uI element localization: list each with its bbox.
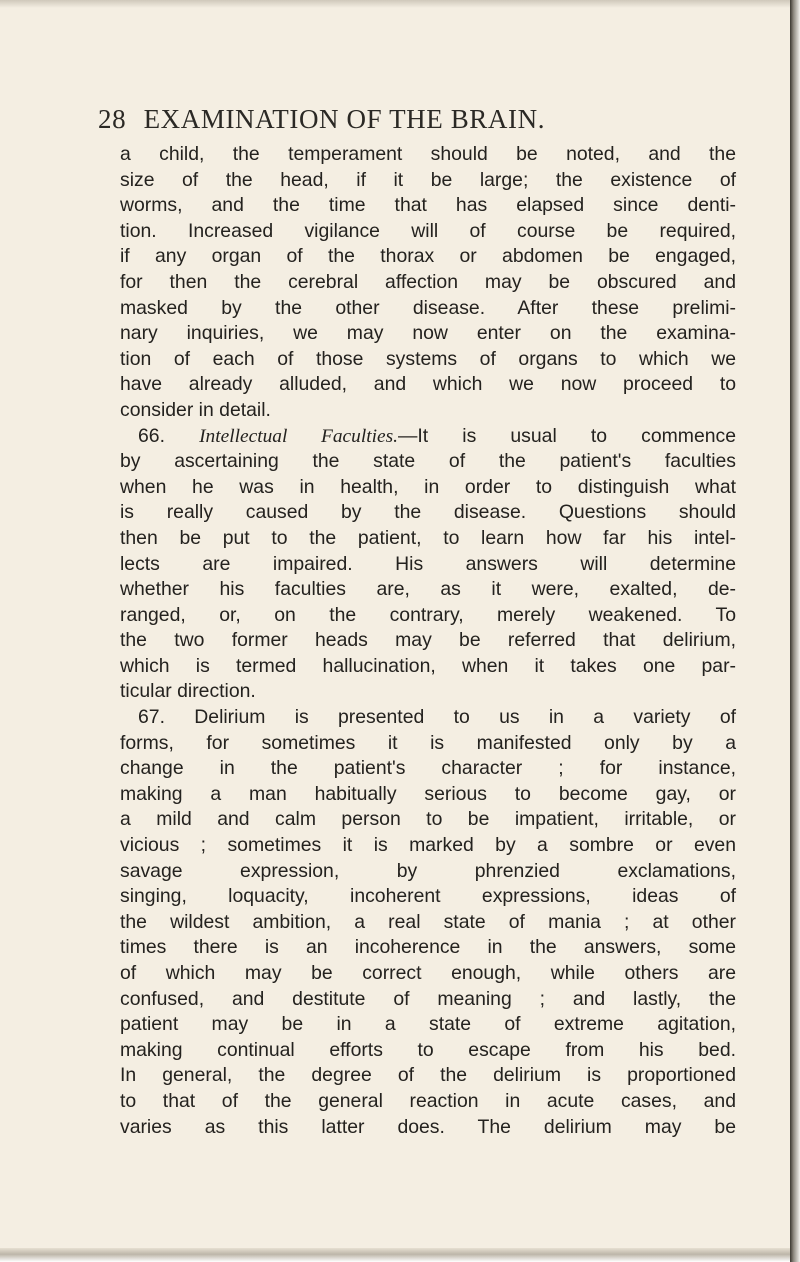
- text-line: the two former heads may be referred that delirium,: [120, 629, 736, 652]
- text-line: making a man habitually serious to become gay, or: [120, 782, 736, 805]
- body-text: [120, 142, 736, 1140]
- text-line: vicious ; sometimes it is marked by a sombre or even: [120, 834, 736, 857]
- text-line: the wildest ambition, a real state of mania ; at other: [120, 910, 736, 933]
- text-line: when he was in health, in order to distinguish what: [120, 475, 736, 498]
- section-first-line-text: —It is usual to commence: [397, 424, 736, 447]
- text-line: lects are impaired. His answers will determine: [120, 552, 736, 575]
- text-line: if any organ of the thorax or abdomen be engaged,: [120, 245, 736, 268]
- text-line: patient may be in a state of extreme agitation,: [120, 1013, 736, 1036]
- text-line: savage expression, by phrenzied exclamations,: [120, 859, 736, 882]
- text-line: worms, and the time that has elapsed since denti-: [120, 194, 736, 217]
- section-heading-line: [120, 424, 736, 450]
- text-line: have already alluded, and which we now proceed to: [120, 373, 736, 396]
- text-line: by ascertaining the state of the patient's faculties: [120, 450, 736, 473]
- text-line: singing, loquacity, incoherent expressions, ideas of: [120, 885, 736, 908]
- page-bottom-edge: [0, 1248, 790, 1262]
- text-line: In general, the degree of the delirium is proportioned: [120, 1064, 736, 1087]
- text-line: of which may be correct enough, while others are: [120, 962, 736, 984]
- running-head: [98, 104, 738, 144]
- text-line: tion. Increased vigilance will of course be required,: [120, 219, 736, 242]
- running-title: EXAMINATION OF THE BRAIN.: [143, 104, 546, 134]
- text-line: confused, and destitute of meaning ; and lastly, the: [120, 987, 736, 1010]
- section-number: 66.: [138, 424, 165, 447]
- text-line: is really caused by the disease. Questions should: [120, 501, 736, 524]
- text-line: size of the head, if it be large; the existence of: [120, 168, 736, 191]
- text-line: times there is an incoherence in the answers, some: [120, 936, 736, 959]
- page-number: 28: [98, 104, 127, 134]
- text-line: then be put to the patient, to learn how far his intel-: [120, 526, 736, 549]
- text-line: whether his faculties are, as it were, exalted, de-: [120, 578, 736, 601]
- text-line: for then the cerebral affection may be obscured and: [120, 270, 736, 293]
- section-title: Intellectual Faculties.: [199, 425, 398, 447]
- text-line: masked by the other disease. After these prelimi-: [120, 296, 736, 319]
- page-right-edge: [790, 0, 800, 1262]
- text-line: making continual efforts to escape from his bed.: [120, 1038, 736, 1061]
- text-line: tion of each of those systems of organs to which we: [120, 347, 736, 370]
- text-line: forms, for sometimes it is manifested only by a: [120, 731, 736, 754]
- text-line: nary inquiries, we may now enter on the examina-: [120, 322, 736, 345]
- text-line: consider in detail.: [120, 398, 271, 421]
- page-top-shadow: [0, 0, 790, 8]
- text-line: change in the patient's character ; for instance,: [120, 757, 736, 780]
- text-line: 67. Delirium is presented to us in a variety of: [138, 706, 736, 729]
- text-line: ranged, or, on the contrary, merely weakened. To: [120, 603, 736, 626]
- text-line: a child, the temperament should be noted, and the: [120, 143, 736, 165]
- text-line: a mild and calm person to be impatient, irritable, or: [120, 808, 736, 831]
- text-line: which is termed hallucination, when it takes one par-: [120, 654, 736, 677]
- text-line: to that of the general reaction in acute cases, and: [120, 1089, 736, 1112]
- text-line: varies as this latter does. The delirium may be: [120, 1115, 736, 1138]
- text-line: ticular direction.: [120, 680, 256, 703]
